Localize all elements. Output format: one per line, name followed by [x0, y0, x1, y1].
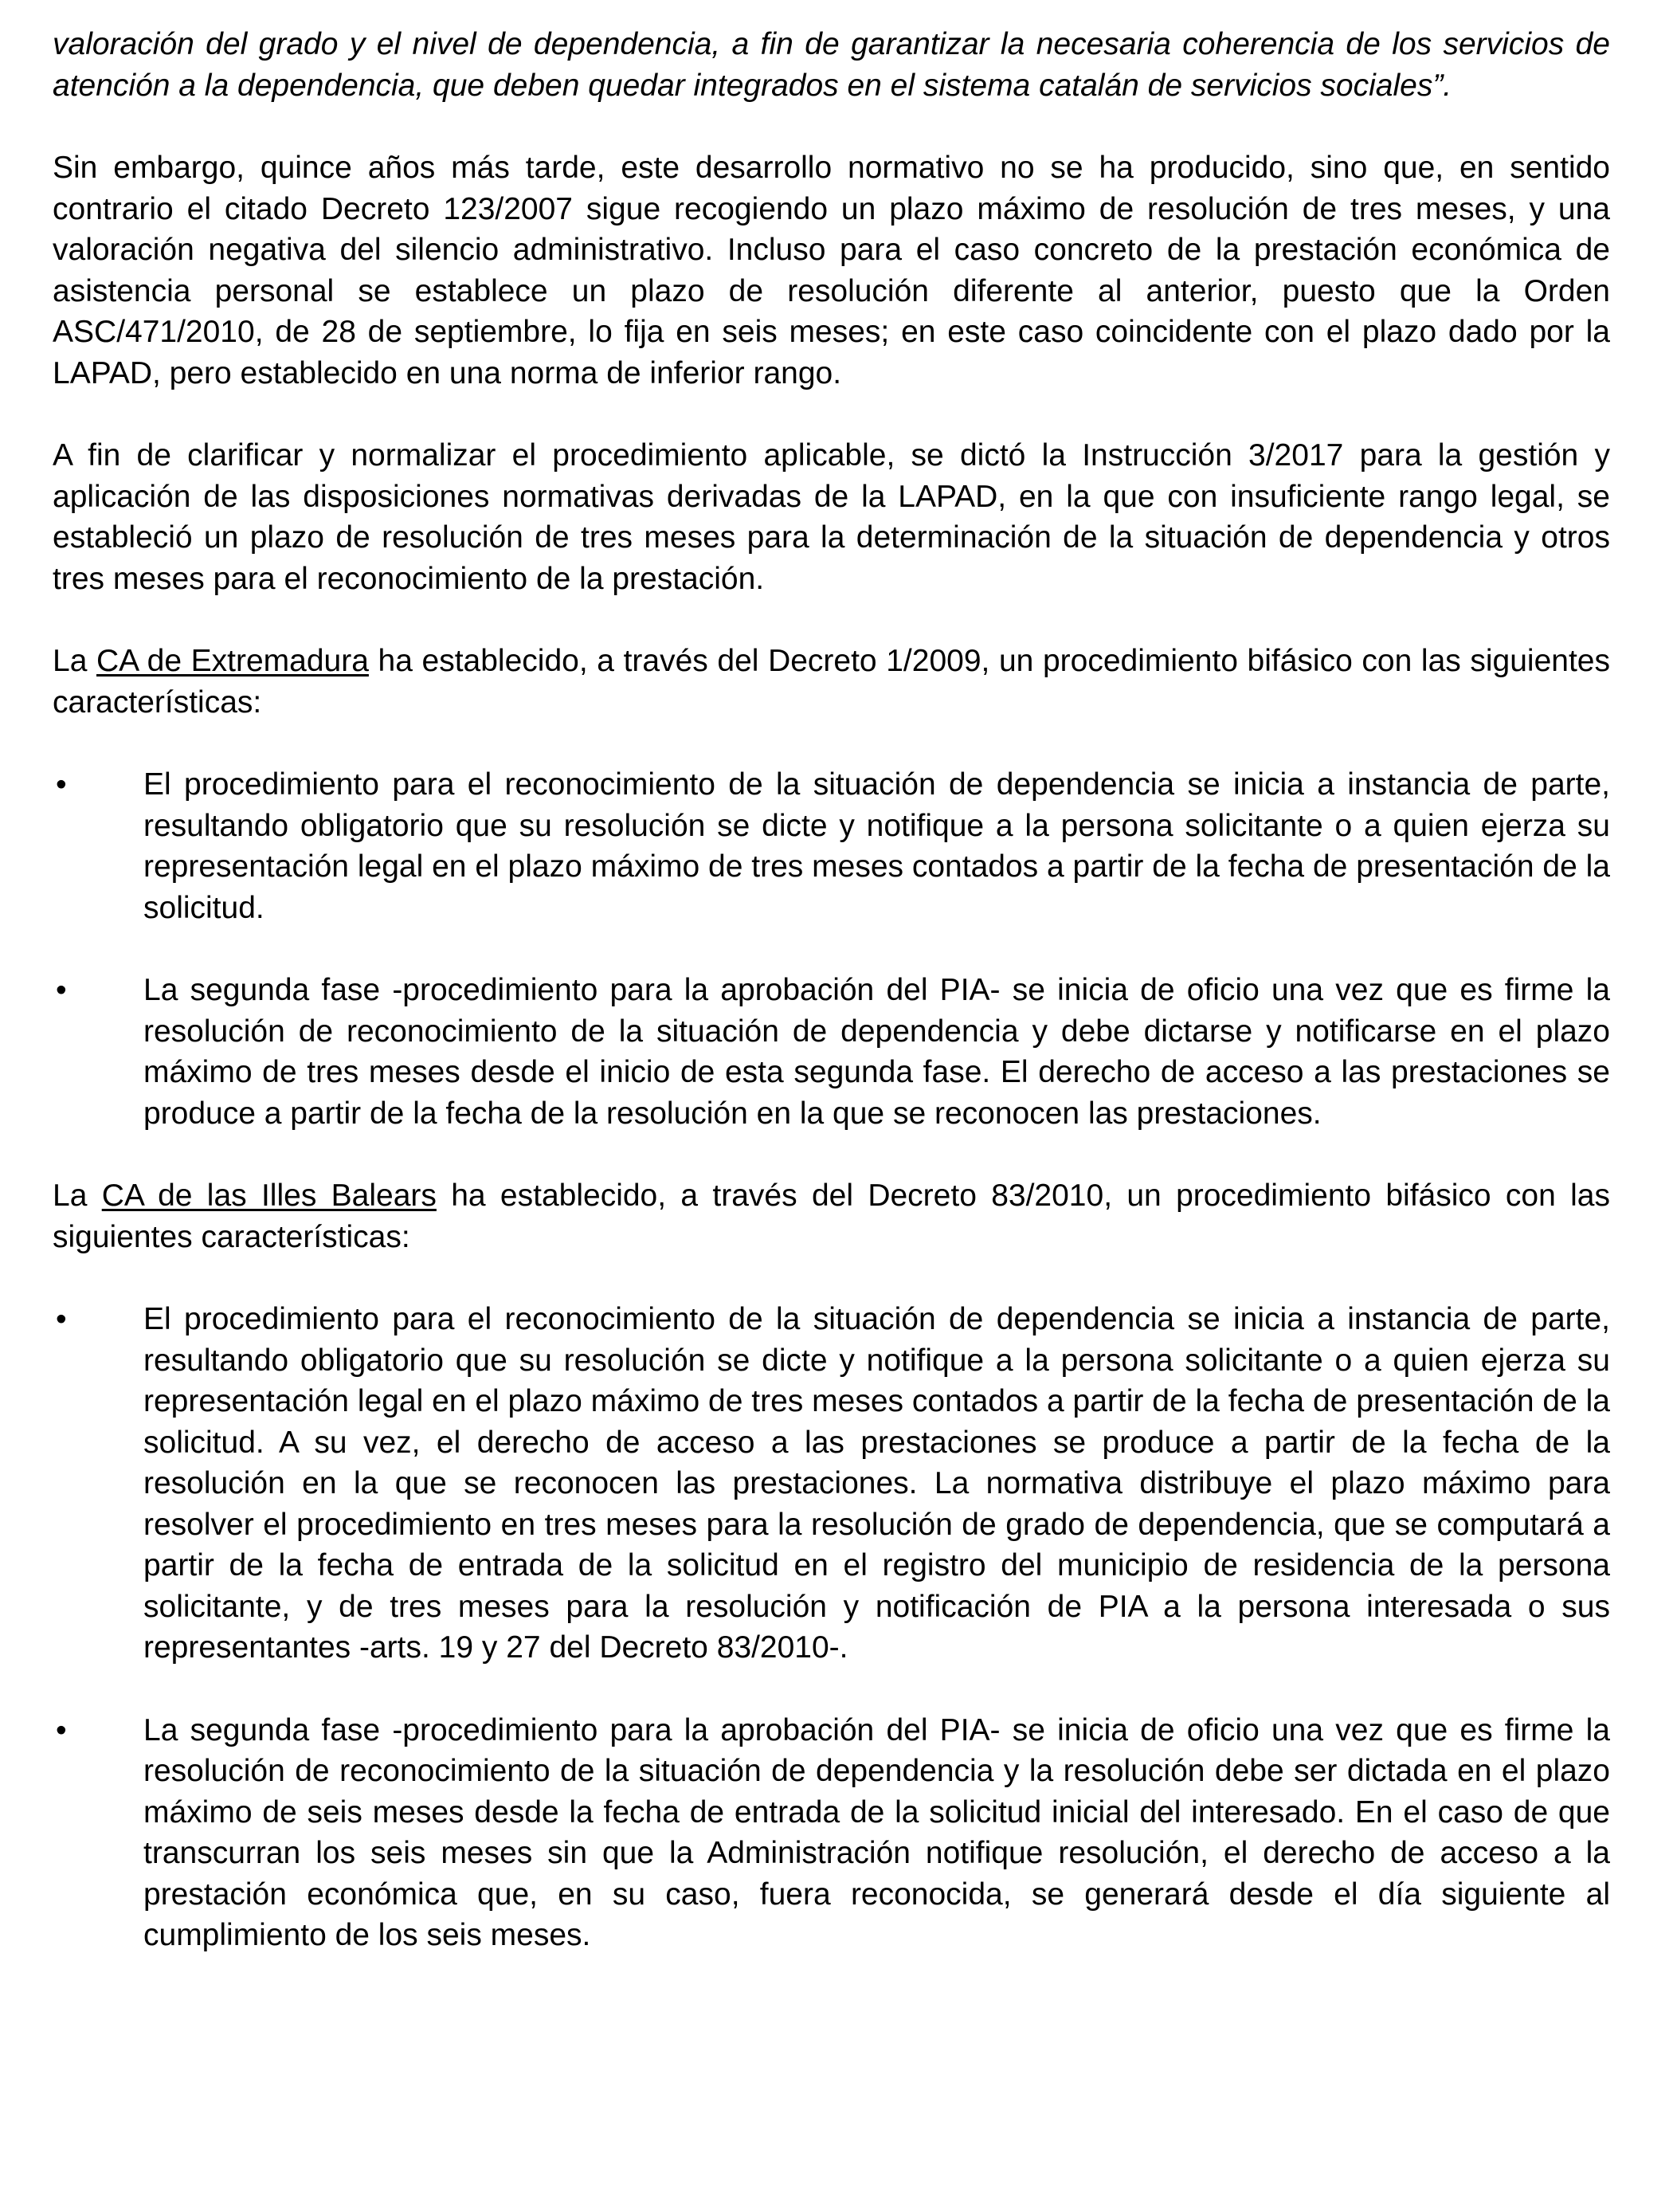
extremadura-link[interactable]: CA de Extremadura: [96, 644, 369, 678]
bullet-icon: •: [56, 1302, 67, 1336]
body-paragraph-catalonia: Sin embargo, quince años más tarde, este desarrollo normativo no se ha producido, sino que, en sentido contrario el citado Decreto 123/2007 sigue recogiendo un plazo máximo de resolución de tres meses, y una valoración negativa del silencio administrativo. Incluso para el caso concreto de la prestación económica de asistencia personal se establece un plazo de resolución diferente al anterior, puesto que la Orden ASC/471/2010, de 28 de septiembre, lo fija en seis meses; en este caso coincidente con el plazo dado por la LAPAD, pero establecido en una norma de inferior rango.: [53, 151, 1610, 390]
document-page: [53, 24, 1610, 1998]
baleares-intro-suffix: ha establecido, a través del Decreto 83/2010, un procedimiento bifásico con las siguientes características:: [53, 1179, 1610, 1254]
extremadura-intro: [53, 641, 1610, 723]
baleares-link[interactable]: CA de las Illes Balears: [101, 1179, 437, 1213]
baleares-bullet-list: [53, 1299, 1610, 1956]
bullet-icon: •: [56, 973, 67, 1007]
baleares-intro: [53, 1175, 1610, 1257]
list-item: [53, 764, 1610, 928]
list-item: [53, 1299, 1610, 1669]
list-item: [53, 970, 1610, 1134]
list-item-text: La segunda fase -procedimiento para la aprobación del PIA- se inicia de oficio una vez que es firme la resolución de reconocimiento de la situación de dependencia y debe dictarse y notificarse en el plazo máximo de tres meses desde el inicio de esta segunda fase. El derecho de acceso a las prestaciones se produce a partir de la fecha de la resolución en la que se reconocen las prestaciones.: [143, 973, 1610, 1131]
quote-paragraph: valoración del grado y el nivel de dependencia, a fin de garantizar la necesaria coherencia de los servicios de atención a la dependencia, que deben quedar integrados en el sistema catalán de servicios sociales”.: [53, 27, 1610, 103]
body-paragraph-instruction: A fin de clarificar y normalizar el procedimiento aplicable, se dictó la Instrucción 3/2017 para la gestión y aplicación de las disposiciones normativas derivadas de la LAPAD, en la que con insuficiente rango legal, se estableció un plazo de resolución de tres meses para la determinación de la situación de dependencia y otros tres meses para el reconocimiento de la prestación.: [53, 438, 1610, 596]
list-item-text: El procedimiento para el reconocimiento de la situación de dependencia se inicia a instancia de parte, resultando obligatorio que su resolución se dicte y notifique a la persona solicitante o a quien ejerza su representación legal en el plazo máximo de tres meses contados a partir de la fecha de presentación de la solicitud.: [143, 767, 1610, 925]
bullet-icon: •: [56, 767, 67, 802]
list-item-text: El procedimiento para el reconocimiento de la situación de dependencia se inicia a instancia de parte, resultando obligatorio que su resolución se dicte y notifique a la persona solicitante o a quien ejerza su representación legal en el plazo máximo de tres meses contados a partir de la fecha de presentación de la solicitud. A su vez, el derecho de acceso a las prestaciones se produce a partir de la fecha de la resolución en la que se reconocen las prestaciones. La normativa distribuye el plazo máximo para resolver el procedimiento en tres meses para la resolución de grado de dependencia, que se computará a partir de la fecha de entrada de la solicitud en el registro del municipio de residencia de la persona solicitante, y de tres meses para la resolución y notificación de PIA a la persona interesada o sus representantes -arts. 19 y 27 del Decreto 83/2010-.: [143, 1302, 1610, 1665]
baleares-intro-prefix: La: [53, 1179, 102, 1213]
extremadura-bullet-list: [53, 764, 1610, 1134]
bullet-icon: •: [56, 1712, 67, 1747]
extremadura-intro-prefix: La: [53, 644, 96, 678]
extremadura-intro-suffix: ha establecido, a través del Decreto 1/2009, un procedimiento bifásico con las siguientes características:: [53, 644, 1610, 720]
list-item-text: La segunda fase -procedimiento para la aprobación del PIA- se inicia de oficio una vez que es firme la resolución de reconocimiento de la situación de dependencia y la resolución debe ser dictada en el plazo máximo de seis meses desde la fecha de entrada de la solicitud inicial del interesado. En el caso de que transcurran los seis meses sin que la Administración notifique resolución, el derecho de acceso a la prestación económica que, en su caso, fuera reconocida, se generará desde el día siguiente al cumplimiento de los seis meses.: [143, 1712, 1610, 1952]
list-item: [53, 1710, 1610, 1956]
